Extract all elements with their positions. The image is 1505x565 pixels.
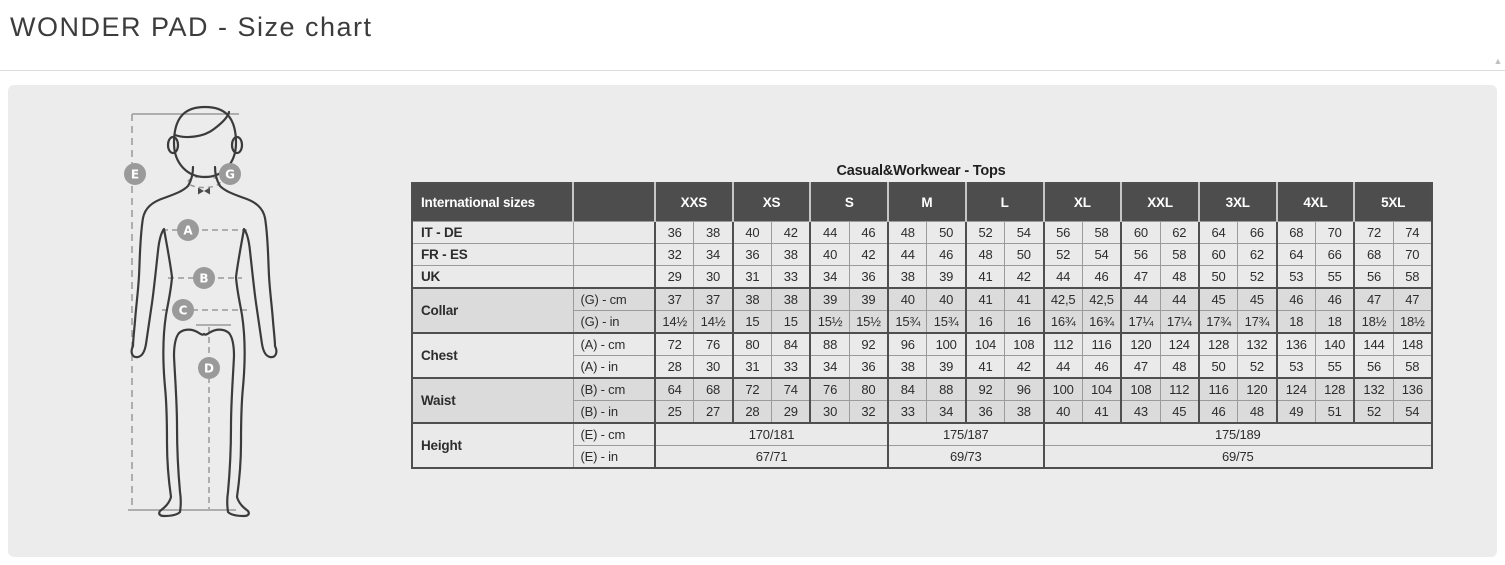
- row-sublabel: [573, 244, 655, 266]
- size-value-cell: 47: [1354, 288, 1393, 311]
- size-value-cell: 38: [888, 356, 927, 379]
- size-value-cell: 170/181: [655, 423, 888, 446]
- size-value-cell: 36: [849, 266, 888, 289]
- size-value-cell: 42: [1005, 356, 1044, 379]
- size-value-cell: 38: [694, 222, 733, 244]
- size-header-4xl: 4XL: [1277, 183, 1355, 222]
- size-value-cell: 54: [1082, 244, 1121, 266]
- size-value-cell: 64: [1199, 222, 1238, 244]
- collar-measure-line: [188, 177, 220, 188]
- size-value-cell: 44: [1160, 288, 1199, 311]
- size-value-cell: 124: [1160, 333, 1199, 356]
- size-value-cell: 28: [733, 401, 772, 424]
- size-value-cell: 60: [1199, 244, 1238, 266]
- size-value-cell: 32: [655, 244, 694, 266]
- size-value-cell: 120: [1121, 333, 1160, 356]
- size-value-cell: 30: [810, 401, 849, 424]
- size-value-cell: 76: [810, 378, 849, 401]
- size-value-cell: 100: [927, 333, 966, 356]
- hair-line: [175, 112, 229, 137]
- svg-text:C: C: [178, 303, 188, 318]
- size-value-cell: 18: [1315, 311, 1354, 334]
- size-value-cell: 15½: [810, 311, 849, 334]
- size-value-cell: 48: [1160, 356, 1199, 379]
- row-sublabel: (G) - cm: [573, 288, 655, 311]
- size-chart-head-row: [412, 183, 1432, 222]
- size-value-cell: 104: [1082, 378, 1121, 401]
- size-value-cell: 40: [810, 244, 849, 266]
- row-label: IT - DE: [412, 222, 573, 244]
- size-value-cell: 112: [1044, 333, 1083, 356]
- size-value-cell: 74: [772, 378, 811, 401]
- size-value-cell: 39: [810, 288, 849, 311]
- row-sublabel: (B) - in: [573, 401, 655, 424]
- header-spacer-cell: [573, 183, 655, 222]
- size-value-cell: 48: [1238, 401, 1277, 424]
- size-value-cell: 33: [772, 266, 811, 289]
- measure-badges: [124, 163, 241, 379]
- size-value-cell: 58: [1160, 244, 1199, 266]
- size-header-l: L: [966, 183, 1044, 222]
- size-value-cell: 39: [927, 266, 966, 289]
- size-value-cell: 38: [888, 266, 927, 289]
- size-value-cell: 80: [849, 378, 888, 401]
- size-value-cell: 44: [888, 244, 927, 266]
- size-value-cell: 64: [655, 378, 694, 401]
- size-value-cell: 92: [849, 333, 888, 356]
- size-value-cell: 112: [1160, 378, 1199, 401]
- size-value-cell: 46: [1315, 288, 1354, 311]
- size-value-cell: 41: [966, 266, 1005, 289]
- size-value-cell: 36: [849, 356, 888, 379]
- size-value-cell: 14½: [694, 311, 733, 334]
- size-value-cell: 30: [694, 356, 733, 379]
- size-value-cell: 46: [1082, 356, 1121, 379]
- size-value-cell: 51: [1315, 401, 1354, 424]
- size-value-cell: 55: [1315, 356, 1354, 379]
- size-value-cell: 39: [849, 288, 888, 311]
- svg-text:A: A: [183, 223, 193, 238]
- size-value-cell: 47: [1393, 288, 1432, 311]
- size-value-cell: 14½: [655, 311, 694, 334]
- row-label: Height: [412, 423, 573, 468]
- size-value-cell: 58: [1082, 222, 1121, 244]
- size-value-cell: 32: [849, 401, 888, 424]
- size-value-cell: 140: [1315, 333, 1354, 356]
- table-row: [412, 423, 1432, 446]
- size-value-cell: 40: [888, 288, 927, 311]
- size-value-cell: 46: [849, 222, 888, 244]
- size-value-cell: 132: [1238, 333, 1277, 356]
- size-value-cell: 25: [655, 401, 694, 424]
- size-value-cell: 58: [1393, 266, 1432, 289]
- badge-a: [177, 219, 199, 241]
- size-value-cell: 72: [1354, 222, 1393, 244]
- badge-g: [219, 163, 241, 185]
- size-value-cell: 36: [655, 222, 694, 244]
- size-header-xxl: XXL: [1121, 183, 1199, 222]
- size-value-cell: 15¾: [888, 311, 927, 334]
- size-value-cell: 41: [1005, 288, 1044, 311]
- size-value-cell: 34: [927, 401, 966, 424]
- size-value-cell: 41: [966, 356, 1005, 379]
- size-value-cell: 144: [1354, 333, 1393, 356]
- table-row: [412, 266, 1432, 289]
- size-value-cell: 48: [966, 244, 1005, 266]
- size-value-cell: 67/71: [655, 446, 888, 469]
- row-sublabel: (A) - cm: [573, 333, 655, 356]
- size-value-cell: 62: [1160, 222, 1199, 244]
- size-value-cell: 39: [927, 356, 966, 379]
- size-value-cell: 52: [1044, 244, 1083, 266]
- size-value-cell: 52: [966, 222, 1005, 244]
- size-value-cell: 40: [1044, 401, 1083, 424]
- table-row: [412, 222, 1432, 244]
- size-value-cell: 46: [1277, 288, 1316, 311]
- size-value-cell: 15½: [849, 311, 888, 334]
- size-value-cell: 116: [1199, 378, 1238, 401]
- size-value-cell: 15: [733, 311, 772, 334]
- table-row: [412, 244, 1432, 266]
- size-value-cell: 47: [1121, 266, 1160, 289]
- size-value-cell: 52: [1238, 266, 1277, 289]
- size-value-cell: 42,5: [1044, 288, 1083, 311]
- size-value-cell: 92: [966, 378, 1005, 401]
- table-row: [412, 333, 1432, 356]
- size-value-cell: 96: [1005, 378, 1044, 401]
- size-value-cell: 108: [1121, 378, 1160, 401]
- size-value-cell: 47: [1121, 356, 1160, 379]
- size-value-cell: 44: [1044, 356, 1083, 379]
- body-figure-svg: [112, 101, 316, 521]
- size-value-cell: 74: [1393, 222, 1432, 244]
- page-header: [0, 0, 1505, 70]
- size-value-cell: 34: [810, 266, 849, 289]
- size-value-cell: 53: [1277, 356, 1316, 379]
- size-value-cell: 84: [888, 378, 927, 401]
- size-value-cell: 49: [1277, 401, 1316, 424]
- svg-text:D: D: [204, 361, 214, 376]
- size-value-cell: 72: [733, 378, 772, 401]
- size-header-xs: XS: [733, 183, 811, 222]
- size-value-cell: 28: [655, 356, 694, 379]
- size-value-cell: 42: [1005, 266, 1044, 289]
- size-value-cell: 38: [733, 288, 772, 311]
- size-value-cell: 46: [1199, 401, 1238, 424]
- size-value-cell: 16¾: [1082, 311, 1121, 334]
- scrollbar-up-arrow-icon[interactable]: ▲: [1493, 56, 1503, 66]
- badge-c: [172, 299, 194, 321]
- size-value-cell: 45: [1199, 288, 1238, 311]
- size-value-cell: 54: [1393, 401, 1432, 424]
- size-chart-table: [411, 182, 1433, 469]
- size-value-cell: 136: [1277, 333, 1316, 356]
- size-value-cell: 16: [1005, 311, 1044, 334]
- size-value-cell: 48: [888, 222, 927, 244]
- size-value-cell: 175/187: [888, 423, 1043, 446]
- size-value-cell: 58: [1393, 356, 1432, 379]
- row-sublabel: [573, 222, 655, 244]
- content-panel: [8, 85, 1497, 557]
- size-value-cell: 52: [1238, 356, 1277, 379]
- size-value-cell: 50: [1199, 356, 1238, 379]
- size-value-cell: 46: [1082, 266, 1121, 289]
- size-value-cell: 124: [1277, 378, 1316, 401]
- size-value-cell: 15: [772, 311, 811, 334]
- body-measurement-figure: [112, 101, 316, 521]
- svg-text:G: G: [225, 167, 235, 182]
- size-value-cell: 34: [694, 244, 733, 266]
- size-value-cell: 52: [1354, 401, 1393, 424]
- size-value-cell: 62: [1238, 244, 1277, 266]
- size-value-cell: 42: [849, 244, 888, 266]
- body-outline: [132, 167, 204, 516]
- row-label: UK: [412, 266, 573, 289]
- size-value-cell: 40: [733, 222, 772, 244]
- size-value-cell: 55: [1315, 266, 1354, 289]
- size-value-cell: 68: [1277, 222, 1316, 244]
- size-header-s: S: [810, 183, 888, 222]
- size-value-cell: 40: [927, 288, 966, 311]
- size-value-cell: 70: [1315, 222, 1354, 244]
- size-value-cell: 17¾: [1199, 311, 1238, 334]
- size-value-cell: 50: [1005, 244, 1044, 266]
- size-chart: [411, 163, 1431, 469]
- row-label: Collar: [412, 288, 573, 333]
- size-value-cell: 66: [1315, 244, 1354, 266]
- size-value-cell: 38: [772, 244, 811, 266]
- size-header-xxs: XXS: [655, 183, 733, 222]
- size-value-cell: 36: [733, 244, 772, 266]
- size-value-cell: 37: [655, 288, 694, 311]
- size-value-cell: 53: [1277, 266, 1316, 289]
- size-value-cell: 120: [1238, 378, 1277, 401]
- size-value-cell: 17¾: [1238, 311, 1277, 334]
- row-sublabel: (E) - cm: [573, 423, 655, 446]
- size-value-cell: 42,5: [1082, 288, 1121, 311]
- size-value-cell: 84: [772, 333, 811, 356]
- size-value-cell: 116: [1082, 333, 1121, 356]
- size-value-cell: 18½: [1393, 311, 1432, 334]
- size-value-cell: 56: [1121, 244, 1160, 266]
- page-title: WONDER PAD - Size chart: [10, 12, 373, 42]
- size-value-cell: 148: [1393, 333, 1432, 356]
- header-divider: [0, 70, 1505, 71]
- row-label: Waist: [412, 378, 573, 423]
- size-value-cell: 108: [1005, 333, 1044, 356]
- size-value-cell: 45: [1238, 288, 1277, 311]
- size-value-cell: 50: [1199, 266, 1238, 289]
- size-value-cell: 72: [655, 333, 694, 356]
- size-value-cell: 128: [1315, 378, 1354, 401]
- size-value-cell: 43: [1121, 401, 1160, 424]
- size-value-cell: 56: [1354, 356, 1393, 379]
- size-value-cell: 31: [733, 356, 772, 379]
- size-value-cell: 175/189: [1044, 423, 1433, 446]
- table-row: [412, 378, 1432, 401]
- size-value-cell: 33: [888, 401, 927, 424]
- size-value-cell: 88: [810, 333, 849, 356]
- size-value-cell: 68: [694, 378, 733, 401]
- size-value-cell: 54: [1005, 222, 1044, 244]
- size-value-cell: 18: [1277, 311, 1316, 334]
- size-header-m: M: [888, 183, 966, 222]
- size-value-cell: 34: [810, 356, 849, 379]
- table-row: [412, 288, 1432, 311]
- size-value-cell: 16: [966, 311, 1005, 334]
- size-value-cell: 68: [1354, 244, 1393, 266]
- size-value-cell: 60: [1121, 222, 1160, 244]
- size-value-cell: 66: [1238, 222, 1277, 244]
- size-value-cell: 45: [1160, 401, 1199, 424]
- size-value-cell: 80: [733, 333, 772, 356]
- collar-bowtie-mark: [198, 188, 210, 195]
- row-label: FR - ES: [412, 244, 573, 266]
- size-value-cell: 41: [1082, 401, 1121, 424]
- size-value-cell: 136: [1393, 378, 1432, 401]
- row-sublabel: (G) - in: [573, 311, 655, 334]
- size-value-cell: 31: [733, 266, 772, 289]
- size-header-3xl: 3XL: [1199, 183, 1277, 222]
- size-value-cell: 37: [694, 288, 733, 311]
- size-chart-body: [412, 222, 1432, 469]
- size-value-cell: 56: [1044, 222, 1083, 244]
- size-value-cell: 96: [888, 333, 927, 356]
- size-value-cell: 42: [772, 222, 811, 244]
- size-value-cell: 16¾: [1044, 311, 1083, 334]
- size-value-cell: 38: [1005, 401, 1044, 424]
- svg-text:E: E: [130, 167, 140, 182]
- size-value-cell: 44: [1044, 266, 1083, 289]
- svg-text:B: B: [199, 271, 209, 286]
- size-value-cell: 18½: [1354, 311, 1393, 334]
- size-value-cell: 38: [772, 288, 811, 311]
- size-value-cell: 88: [927, 378, 966, 401]
- row-sublabel: (E) - in: [573, 446, 655, 469]
- size-value-cell: 46: [927, 244, 966, 266]
- size-value-cell: 100: [1044, 378, 1083, 401]
- size-value-cell: 27: [694, 401, 733, 424]
- size-value-cell: 50: [927, 222, 966, 244]
- size-value-cell: 69/73: [888, 446, 1043, 469]
- size-value-cell: 128: [1199, 333, 1238, 356]
- badge-b: [193, 267, 215, 289]
- row-sublabel: (B) - cm: [573, 378, 655, 401]
- size-value-cell: 41: [966, 288, 1005, 311]
- size-value-cell: 64: [1277, 244, 1316, 266]
- row-sublabel: (A) - in: [573, 356, 655, 379]
- row-sublabel: [573, 266, 655, 289]
- corner-header-cell: International sizes: [412, 183, 573, 222]
- size-value-cell: 29: [772, 401, 811, 424]
- size-value-cell: 48: [1160, 266, 1199, 289]
- size-value-cell: 15¾: [927, 311, 966, 334]
- size-value-cell: 44: [810, 222, 849, 244]
- badge-d: [198, 357, 220, 379]
- size-value-cell: 56: [1354, 266, 1393, 289]
- badge-e: [124, 163, 146, 185]
- size-value-cell: 44: [1121, 288, 1160, 311]
- size-value-cell: 70: [1393, 244, 1432, 266]
- size-chart-title: Casual&Workwear - Tops: [836, 163, 1006, 179]
- size-value-cell: 29: [655, 266, 694, 289]
- size-value-cell: 36: [966, 401, 1005, 424]
- size-value-cell: 69/75: [1044, 446, 1433, 469]
- size-header-xl: XL: [1044, 183, 1122, 222]
- size-header-5xl: 5XL: [1354, 183, 1432, 222]
- size-value-cell: 76: [694, 333, 733, 356]
- size-value-cell: 104: [966, 333, 1005, 356]
- row-label: Chest: [412, 333, 573, 378]
- size-value-cell: 33: [772, 356, 811, 379]
- size-value-cell: 17¼: [1121, 311, 1160, 334]
- size-value-cell: 30: [694, 266, 733, 289]
- size-value-cell: 132: [1354, 378, 1393, 401]
- size-value-cell: 17¼: [1160, 311, 1199, 334]
